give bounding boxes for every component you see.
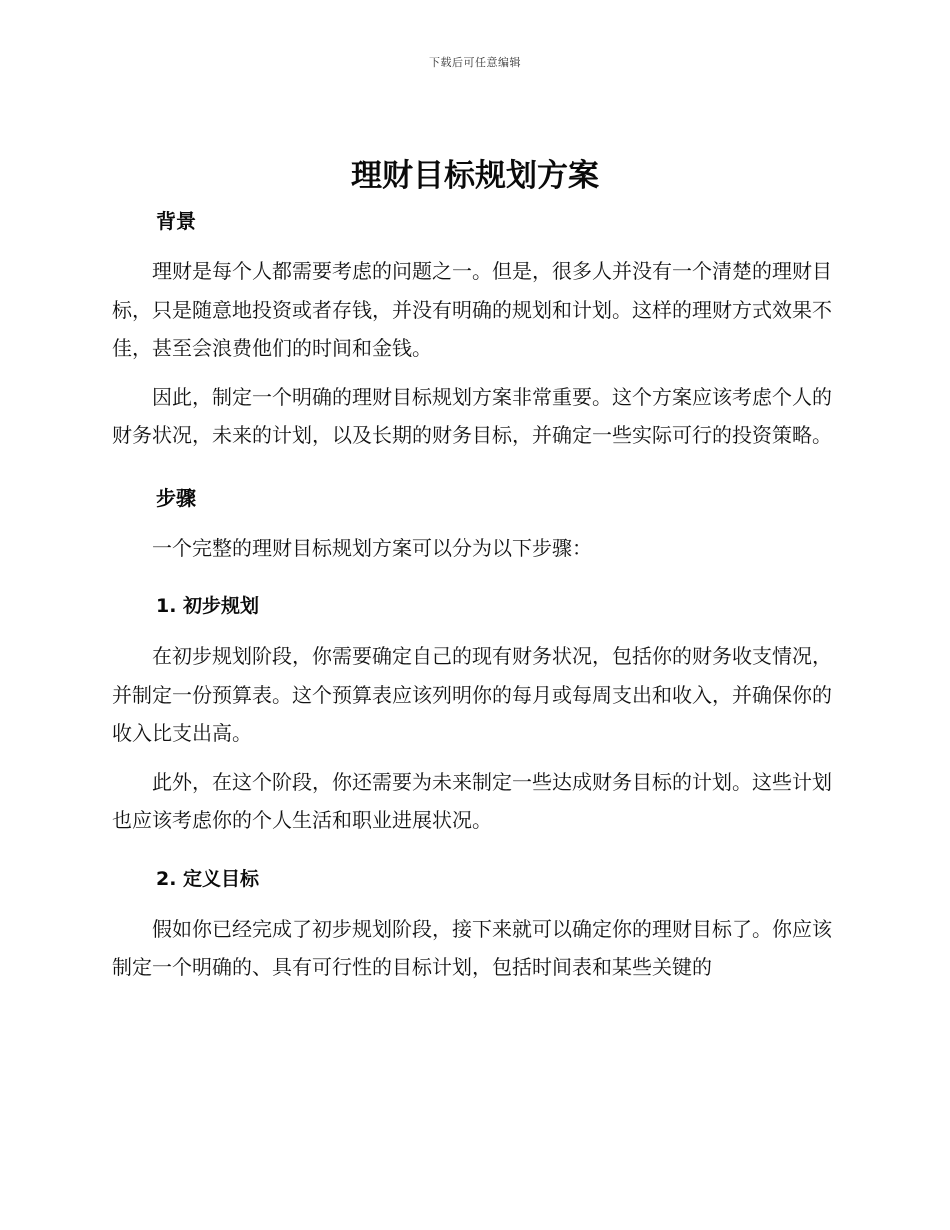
paragraph-step1-1: 在初步规划阶段，你需要确定自己的现有财务状况，包括你的财务收支情况，并制定一份预算表。这个预算表应该列明你的每月或每周支出和收入，并确保你的收入比支出高。 (112, 644, 832, 745)
paragraph-step1-2: 此外，在这个阶段，你还需要为未来制定一些达成财务目标的计划。这些计划也应该考虑你的个人生活和职业进展状况。 (112, 769, 832, 832)
section-heading-steps: 步骤 (156, 485, 196, 510)
document-title: 理财目标规划方案 (351, 158, 599, 194)
step-heading-2: 2. 定义目标 (156, 867, 260, 890)
page-header: 下载后可任意编辑 (429, 56, 521, 69)
step-heading-1: 1. 初步规划 (156, 595, 260, 617)
section-heading-background: 背景 (156, 209, 196, 233)
paragraph-steps-intro: 一个完整的理财目标规划方案可以分为以下步骤： (152, 535, 592, 560)
paragraph-background-2: 因此，制定一个明确的理财目标规划方案非常重要。这个方案应该考虑个人的财务状况，未来的计划，以及长期的财务目标，并确定一些实际可行的投资策略。 (112, 384, 832, 447)
document-body (112, 206, 832, 987)
paragraph-background-1: 理财是每个人都需要考虑的问题之一。但是，很多人并没有一个清楚的理财目标，只是随意地投资或者存钱，并没有明确的规划和计划。这样的理财方式效果不佳，甚至会浪费他们的时间和金钱。 (112, 259, 832, 360)
paragraph-step2-1: 假如你已经完成了初步规划阶段，接下来就可以确定你的理财目标了。你应该制定一个明确的、具有可行性的目标计划，包括时间表和某些关键的 (112, 916, 832, 979)
